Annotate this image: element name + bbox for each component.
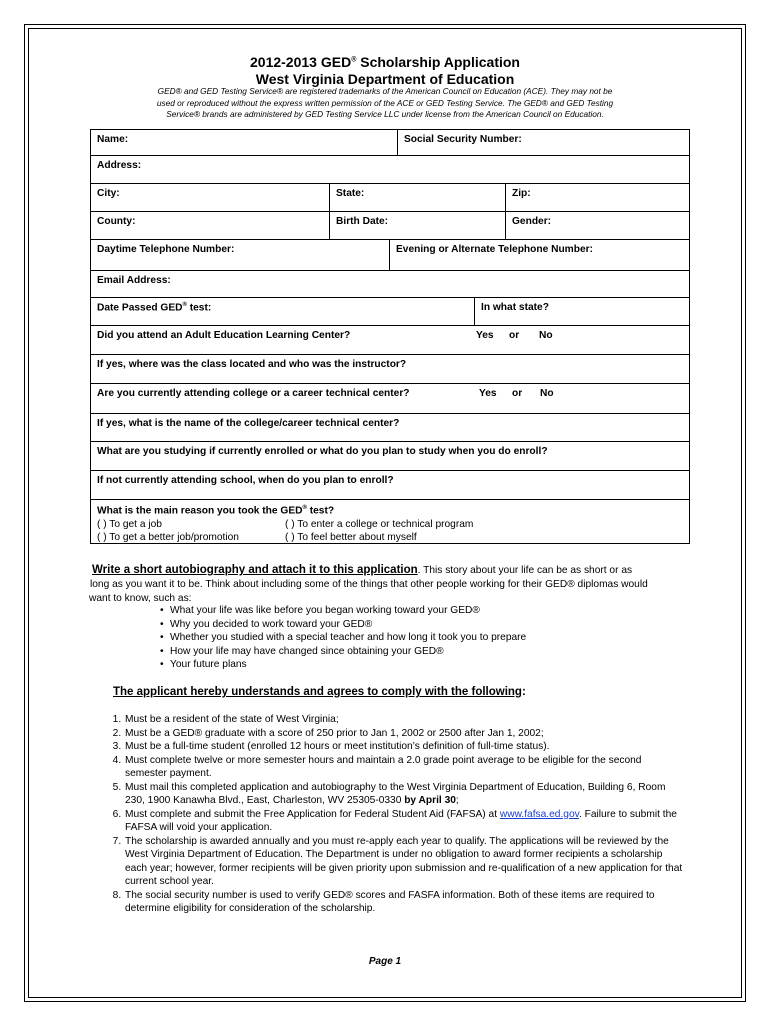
list-item: 3. Must be a full-time student (enrolled 12 hours or meet institution’s definition of full-time status). (124, 740, 684, 754)
address-field[interactable]: Address: (97, 160, 142, 171)
autobiography-text-3: want to know, such as: (89, 592, 192, 604)
row-name (90, 129, 690, 156)
list-item (124, 808, 684, 835)
row-college-name (90, 414, 690, 442)
row-reason (90, 500, 690, 544)
row-class-location (90, 355, 690, 384)
agreement-heading-block (113, 686, 743, 698)
list-item: 4. Must complete twelve or more semester hours and maintain a 2.0 grade point average to be eligible for the second semester payment. (124, 754, 684, 781)
row-city (90, 184, 690, 212)
list-item: 7. The scholarship is awarded annually and you must re-apply each year to qualify. The applications will be reviewed by the West Virginia Department of Education. The Department is under no obligation to award former recipients a scholarship each year; however, former recipients will be given priority upon submission and re-qualification of a new application for that current school year. (124, 835, 684, 889)
date-passed-label: Date Passed GED (97, 302, 183, 314)
row-date-passed (90, 298, 690, 326)
autobiography-text-2: long as you want it to be. Think about including some of the things that other people working for their GED® diplomas would (90, 579, 648, 590)
reason-options-row2 (97, 531, 689, 545)
title-text: 2012-2013 GED (250, 54, 352, 70)
list-item: • Your future plans (160, 658, 526, 672)
list-item (124, 781, 684, 808)
row-email (90, 271, 690, 298)
list-item: 2. Must be a GED® graduate with a score of 250 prior to Jan 1, 2002 or 2500 after Jan 1, 2002; (124, 727, 684, 741)
adult-ed-no-option[interactable]: No (539, 330, 553, 341)
registered-mark: ® (302, 505, 307, 511)
what-state-field[interactable]: In what state? (474, 298, 689, 325)
reason-question-rest: test? (306, 505, 335, 517)
fafsa-instruction: Must complete and submit the Free Application for Federal Student Aid (FAFSA) at (125, 808, 500, 820)
requirements-list (112, 713, 684, 916)
reason-options-row1 (97, 518, 689, 532)
row-address (90, 156, 690, 184)
date-passed-field[interactable] (91, 298, 474, 325)
form-title (0, 54, 770, 70)
fafsa-warning: . Failure to submit the FAFSA will void your application. (125, 808, 677, 833)
class-location-field[interactable]: If yes, where was the class located and who was the instructor? (97, 359, 407, 370)
adult-ed-yes-option[interactable]: Yes (476, 330, 494, 341)
row-attending-college (90, 384, 690, 414)
agreement-heading: The applicant hereby understands and agrees to comply with the following (113, 686, 522, 698)
list-item: 1. Must be a resident of the state of West Virginia; (124, 713, 684, 727)
deadline-end: ; (455, 795, 459, 806)
state-field[interactable]: State: (329, 184, 505, 211)
ssn-field[interactable]: Social Security Number: (397, 130, 689, 155)
row-plan-enroll (90, 471, 690, 500)
city-field[interactable]: City: (97, 188, 120, 199)
reason-option-college[interactable]: ( ) To enter a college or technical program (285, 518, 474, 530)
plan-enroll-field[interactable]: If not currently attending school, when do you plan to enroll? (97, 475, 394, 486)
county-field[interactable]: County: (97, 216, 136, 227)
birth-date-field[interactable]: Birth Date: (329, 212, 505, 239)
autobiography-instructions (92, 564, 722, 578)
list-item: • Why you decided to work toward your GED® (160, 618, 526, 632)
date-passed-label-rest: test: (186, 302, 212, 314)
row-studying (90, 442, 690, 471)
attending-college-question: Are you currently attending college or a career technical center? (97, 388, 410, 399)
zip-field[interactable]: Zip: (505, 184, 689, 211)
studying-field[interactable]: What are you studying if currently enrolled or what do you plan to study when you do enroll? (97, 446, 548, 457)
title-rest: Scholarship Application (356, 54, 520, 70)
row-adult-ed (90, 326, 690, 355)
list-item: 8. The social security number is used to verify GED® scores and FASFA information. Both of these items are required to determine eligibility for consideration of the scholarship. (124, 889, 684, 916)
adult-ed-question: Did you attend an Adult Education Learning Center? (97, 330, 351, 341)
reason-question (97, 502, 689, 518)
page-number: Page 1 (368, 956, 402, 967)
agreement-heading-colon: : (521, 686, 526, 698)
reason-option-promotion[interactable]: ( ) To get a better job/promotion (97, 532, 239, 544)
list-item: • Whether you studied with a special teacher and how long it took you to prepare (160, 631, 526, 645)
row-county (90, 212, 690, 240)
adult-ed-or: or (509, 330, 520, 341)
evening-phone-field[interactable]: Evening or Alternate Telephone Number: (389, 240, 689, 270)
daytime-phone-field[interactable]: Daytime Telephone Number: (97, 244, 235, 255)
reason-option-feel-better[interactable]: ( ) To feel better about myself (285, 532, 417, 544)
college-or: or (512, 388, 523, 399)
form-subtitle: West Virginia Department of Education (255, 71, 515, 87)
college-no-option[interactable]: No (540, 388, 554, 399)
registered-mark: ® (351, 56, 357, 64)
fafsa-link[interactable]: www.fafsa.ed.gov (499, 808, 579, 820)
reason-question-text: What is the main reason you took the GED (97, 505, 303, 517)
email-field[interactable]: Email Address: (97, 275, 171, 286)
autobiography-text-1: . This story about your life can be as short or as (417, 565, 633, 576)
list-item: • How your life may have changed since obtaining your GED® (160, 645, 526, 659)
registered-mark: ® (182, 302, 187, 308)
trademark-notice: GED® and GED Testing Service® are registered trademarks of the American Council on Education (ACE). They may not be used or reproduced without the express written permission of the ACE or GED Testing Service. The GED® and GED Testing Service® brands are administered by GED Testing Service LLC under license from the American Council on Education. (156, 86, 614, 119)
gender-field[interactable]: Gender: (505, 212, 689, 239)
reason-block (91, 500, 689, 543)
autobiography-text-block (90, 578, 730, 605)
applicant-info-table (90, 129, 690, 544)
list-item: • What your life was like before you began working toward your GED® (160, 604, 526, 618)
autobiography-topics (160, 604, 526, 672)
autobiography-heading: Write a short autobiography and attach it to this application (92, 564, 418, 576)
deadline-text: by April 30 (404, 795, 456, 806)
college-name-field[interactable]: If yes, what is the name of the college/career technical center? (97, 418, 400, 429)
row-phone (90, 240, 690, 271)
name-field[interactable]: Name: (97, 134, 129, 145)
college-yes-option[interactable]: Yes (479, 388, 497, 399)
mail-instruction: Must mail this completed application and autobiography to the West Virginia Department of Education, Building 6, Room 230, 1900 Kanawha Blvd., East, Charleston, WV 25305-0330 (125, 781, 666, 806)
reason-option-job[interactable]: ( ) To get a job (97, 518, 162, 530)
